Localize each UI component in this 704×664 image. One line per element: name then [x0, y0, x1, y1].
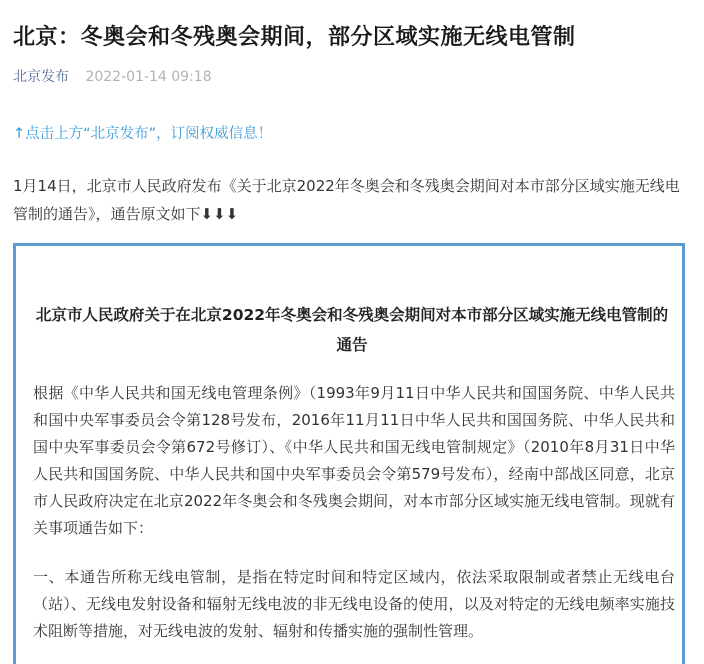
notice-title: 北京市人民政府关于在北京2022年冬奥会和冬残奥会期间对本市部分区域实施无线电管制的通告: [35, 306, 669, 354]
intro-paragraph: 1月14日，北京市人民政府发布《关于北京2022年冬奥会和冬残奥会期间对本市部分区域实施无线电管制的通告》，通告原文如下⬇⬇⬇: [13, 177, 680, 223]
article-title: 北京：冬奥会和冬残奥会期间，部分区域实施无线电管制: [13, 25, 576, 50]
notice-paragraph-1: 根据《中华人民共和国无线电管理条例》（1993年9月11日中华人民共和国国务院、中华人民共和国中央军事委员会令第128号发布，2016年11月11日中华人民共和国国务院、中华人民共和国中央军事委员会令第672号修订）、《中华人民共和国无线电管制规定》（2010年8月31日中华人民共和国国务院、中华人民共和国中央军事委员会令第579号发布），经南中部战区同意，北京市人民政府决定在北京2022年冬奥会和冬残奥会期间，对本市部分区域实施无线电管制。现就有关事项通告如下：: [33, 384, 675, 537]
notice-box: [13, 243, 685, 664]
follow-prompt-link[interactable]: ↑点击上方“北京发布”，订阅权威信息！: [13, 126, 273, 142]
account-link[interactable]: 北京发布: [13, 69, 69, 85]
article-meta: [13, 66, 212, 86]
notice-paragraph-2: 一、本通告所称无线电管制，是指在特定时间和特定区域内，依法采取限制或者禁止无线电台（站）、无线电发射设备和辐射无线电波的非无线电设备的使用，以及对特定的无线电频率实施技术阻断等措施，对无线电波的发射、辐射和传播实施的强制性管理。: [33, 568, 675, 640]
publish-date: 2022-01-14 09:18: [85, 69, 212, 85]
